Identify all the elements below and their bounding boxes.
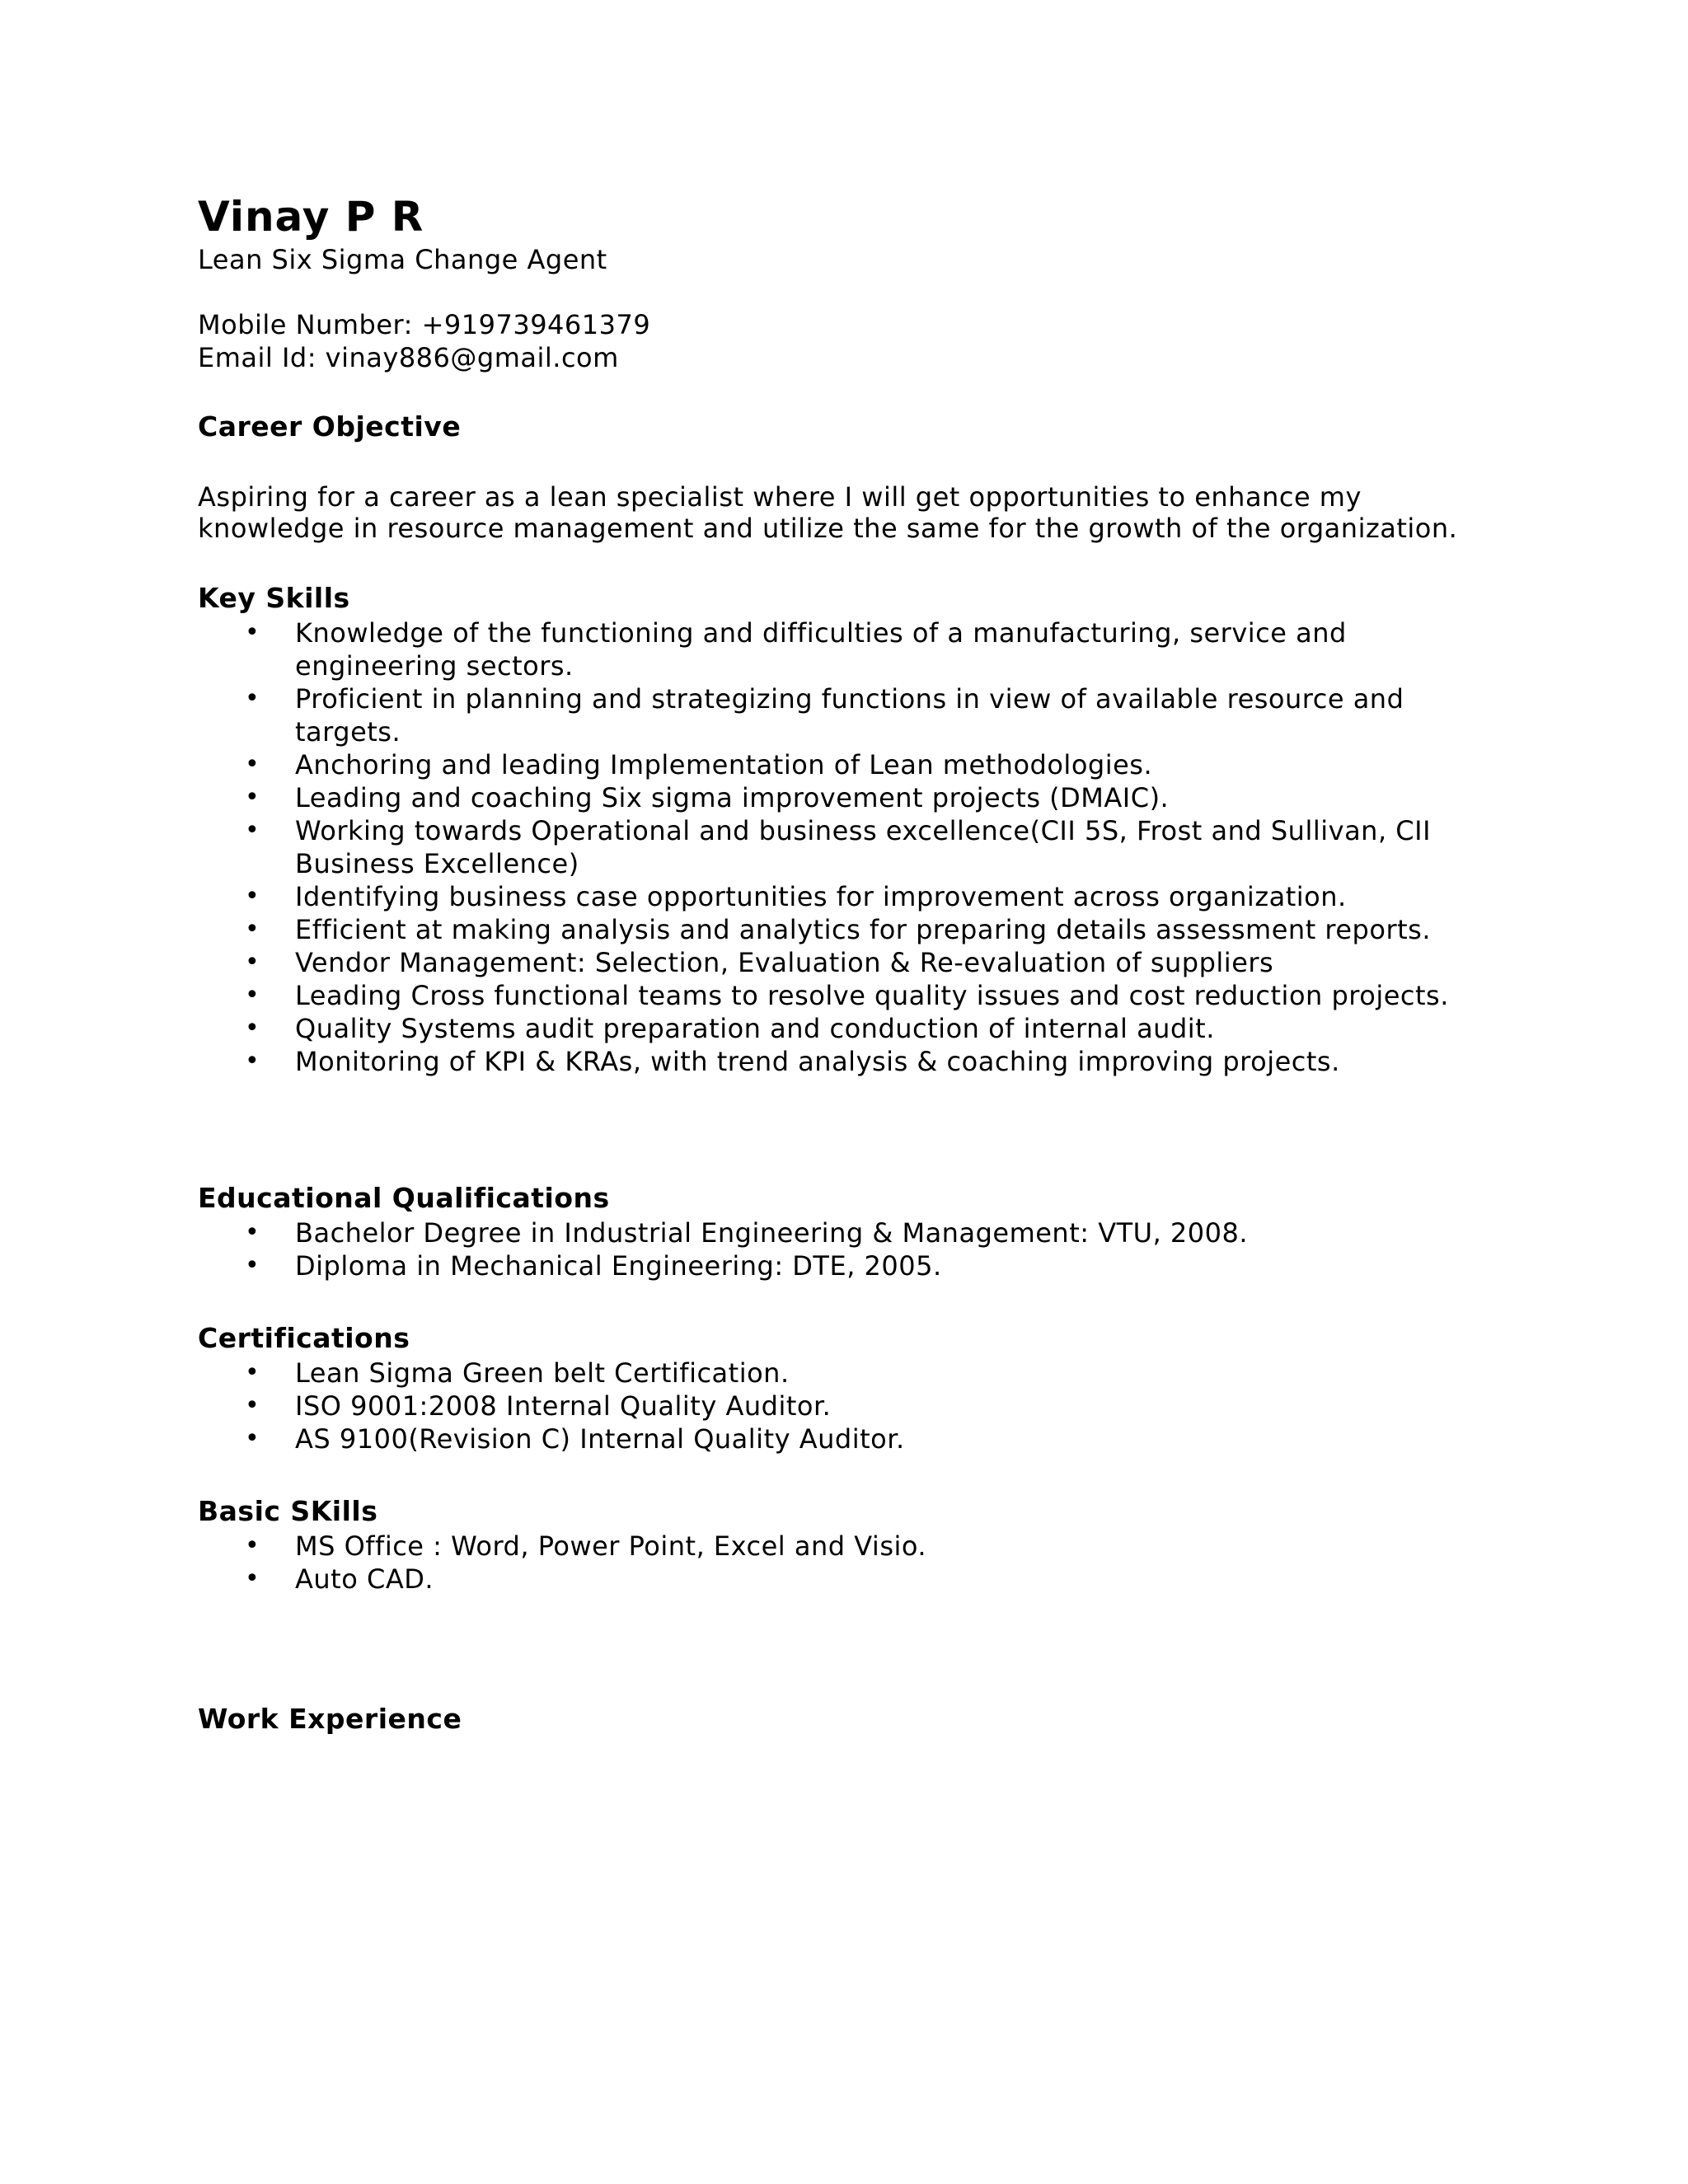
list-item: • MS Office : Word, Power Point, Excel and Visio.: [245, 1530, 927, 1562]
bullet-icon: •: [245, 1014, 260, 1043]
bullet-icon: •: [245, 948, 260, 977]
list-item: • Knowledge of the functioning and difficulties of a manufacturing, service and engineering sectors.: [245, 617, 1347, 682]
bullet-icon: •: [245, 750, 260, 779]
career-objective-line: Aspiring for a career as a lean specialist where I will get opportunities to enhance my: [198, 481, 1362, 513]
section-heading: Work Experience: [198, 1703, 462, 1735]
career-objective-text: [198, 481, 1500, 544]
bullet-icon: •: [245, 1391, 260, 1420]
section-heading: Career Objective: [198, 410, 462, 443]
education-section: [198, 1180, 1500, 1282]
list-item: • Auto CAD.: [245, 1563, 434, 1595]
key-skills-section: [198, 580, 1500, 1078]
email-id: Email Id: vinay886@gmail.com: [198, 342, 619, 373]
candidate-title: Lean Six Sigma Change Agent: [198, 244, 607, 275]
list-item: • Efficient at making analysis and analytics for preparing details assessment reports.: [245, 914, 1431, 945]
bullet-icon: •: [245, 684, 260, 713]
resume-page: [198, 191, 1500, 1737]
list-item: • Lean Sigma Green belt Certification.: [245, 1357, 790, 1389]
bullet-icon: •: [245, 1424, 260, 1453]
list-item: • ISO 9001:2008 Internal Quality Auditor.: [245, 1390, 832, 1422]
list-item: • Quality Systems audit preparation and conduction of internal audit.: [245, 1013, 1215, 1044]
career-objective-section: [198, 409, 1500, 544]
resume-header: [198, 191, 1500, 374]
bullet-icon: •: [245, 1358, 260, 1387]
key-skills-list: [198, 616, 1500, 1078]
work-experience-section: [198, 1701, 1500, 1737]
list-item: • Anchoring and leading Implementation of Lean methodologies.: [245, 749, 1153, 780]
section-heading: Basic SKills: [198, 1495, 378, 1527]
section-heading: Key Skills: [198, 582, 350, 614]
education-list: [198, 1216, 1500, 1282]
bullet-icon: •: [245, 618, 260, 647]
bullet-icon: •: [245, 816, 260, 845]
bullet-icon: •: [245, 783, 260, 812]
list-item: • Identifying business case opportunities for improvement across organization.: [245, 881, 1347, 912]
list-item: • Vendor Management: Selection, Evaluation & Re-evaluation of suppliers: [245, 947, 1274, 978]
list-item: • Leading Cross functional teams to resolve quality issues and cost reduction projects.: [245, 980, 1449, 1011]
list-item: • Working towards Operational and business excellence(CII 5S, Frost and Sullivan, CII Business Excellence): [245, 815, 1432, 879]
career-objective-line: knowledge in resource management and utilize the same for the growth of the organization.: [198, 513, 1458, 544]
bullet-icon: •: [245, 981, 260, 1010]
bullet-icon: •: [245, 1564, 260, 1593]
list-item: • Bachelor Degree in Industrial Engineering & Management: VTU, 2008.: [245, 1217, 1249, 1249]
bullet-icon: •: [245, 1218, 260, 1247]
bullet-icon: •: [245, 1531, 260, 1560]
section-heading: Educational Qualifications: [198, 1182, 610, 1214]
bullet-icon: •: [245, 1251, 260, 1280]
bullet-icon: •: [245, 915, 260, 944]
list-item: • Monitoring of KPI & KRAs, with trend analysis & coaching improving projects.: [245, 1046, 1340, 1077]
bullet-icon: •: [245, 882, 260, 911]
basic-skills-list: [198, 1530, 1500, 1596]
section-heading: Certifications: [198, 1322, 410, 1354]
list-item: • Leading and coaching Six sigma improvement projects (DMAIC).: [245, 782, 1170, 813]
list-item: • AS 9100(Revision C) Internal Quality Auditor.: [245, 1423, 905, 1455]
list-item: • Diploma in Mechanical Engineering: DTE, 2005.: [245, 1250, 942, 1282]
basic-skills-section: [198, 1493, 1500, 1596]
contact-block: [198, 308, 1500, 374]
candidate-name: Vinay P R: [198, 193, 424, 241]
mobile-number: Mobile Number: +919739461379: [198, 309, 651, 340]
list-item: • Proficient in planning and strategizing functions in view of available resource and targets.: [245, 683, 1404, 748]
certifications-section: [198, 1320, 1500, 1455]
bullet-icon: •: [245, 1047, 260, 1076]
certifications-list: [198, 1357, 1500, 1455]
